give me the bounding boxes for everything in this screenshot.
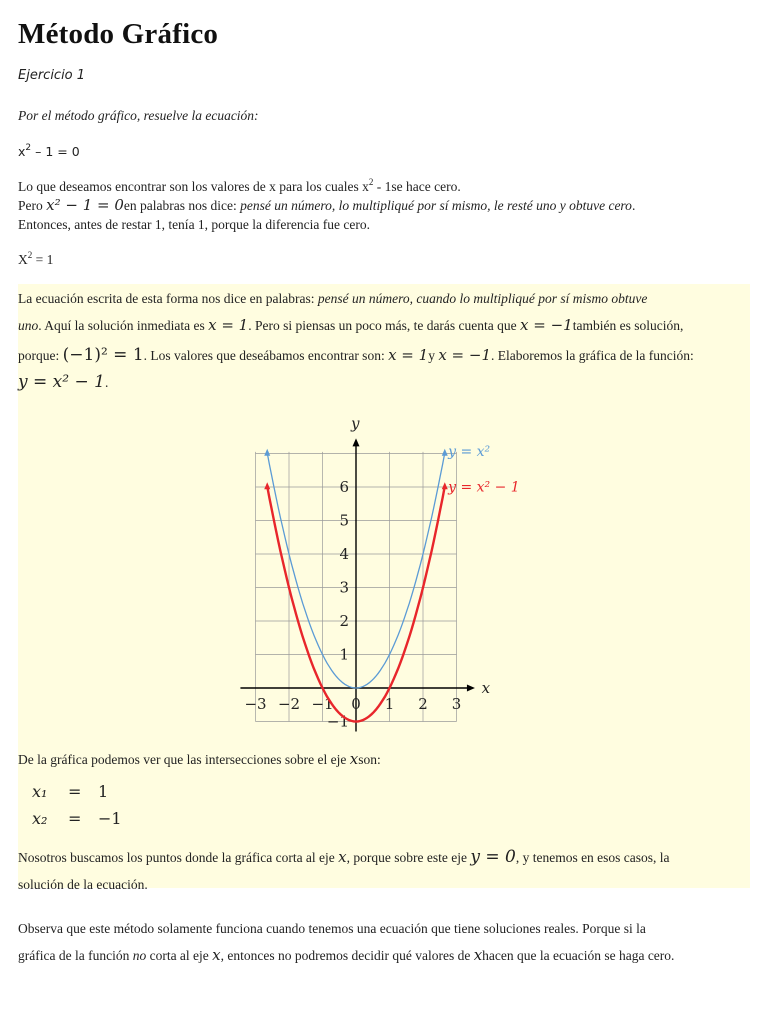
solution-2 <box>32 809 122 828</box>
y-tick-label: 3 <box>339 578 349 597</box>
text: . <box>631 198 636 213</box>
final-line-1: Observa que este método solamente funciona cuando tenemos una ecuación que tiene soluciones reales. Porque si la <box>18 921 646 936</box>
series-arrowhead <box>264 449 270 456</box>
series-arrowhead <box>264 482 270 489</box>
explanation-line-1 <box>18 843 750 872</box>
solution-2-value: −1 <box>98 809 122 828</box>
math-inline: x <box>338 848 347 866</box>
solution-2-equals: = <box>68 809 82 828</box>
text: en palabras nos dice: <box>123 198 241 213</box>
italic-text: no <box>132 948 147 963</box>
text: Pero <box>18 198 47 213</box>
text: . Pero si piensas un poco más, te darás cuenta que <box>248 318 521 333</box>
text: gráfica de la función <box>18 948 133 963</box>
math-inline: x = 1 <box>208 316 249 334</box>
x-tick-label: −2 <box>277 695 301 713</box>
x-tick-label: 1 <box>384 695 395 713</box>
text: La ecuación escrita de esta forma nos dice en palabras: <box>18 291 318 306</box>
x-tick-label: 0 <box>351 695 361 713</box>
text: corta al eje <box>146 948 213 963</box>
text: , y tenemos en esos casos, la <box>515 850 670 865</box>
highlight-line-4 <box>18 368 750 397</box>
solution-1-value: 1 <box>98 782 109 801</box>
x2-equation <box>18 250 53 269</box>
equation-rest: – 1 = 0 <box>31 144 80 159</box>
series-label: y = x² − 1 <box>448 479 520 496</box>
paragraph-1-line-2 <box>18 196 635 215</box>
math-inline: x <box>349 750 359 768</box>
text: porque: <box>18 348 63 363</box>
math-inline: x = −1 <box>520 316 573 334</box>
y-tick-label: 4 <box>339 545 349 563</box>
series-arrowhead <box>442 482 448 489</box>
italic-text: pensé un número, lo multipliqué por sí mismo, le resté uno y obtuve cero <box>240 198 632 213</box>
final-line-2 <box>18 941 750 970</box>
math-inline: (−1)² = 1 <box>62 345 144 365</box>
text: , entonces no podremos decidir qué valores de <box>220 948 474 963</box>
equation-line <box>18 142 80 161</box>
y-tick-label: 5 <box>339 511 349 530</box>
text: . <box>104 375 109 390</box>
text: Lo que deseamos encontrar son los valores de x para los cuales x <box>18 179 369 194</box>
text: , porque sobre este eje <box>346 850 471 865</box>
highlight-line-3 <box>18 341 750 370</box>
y-tick-label: 6 <box>339 478 349 496</box>
math-inline: y = x² − 1 <box>18 372 105 392</box>
text: y <box>428 348 439 363</box>
explanation-line-2: solución de la ecuación. <box>18 877 148 892</box>
x-tick-label: −3 <box>244 695 267 713</box>
solution-2-variable: x₂ <box>32 809 48 828</box>
text: también es solución, <box>572 318 684 333</box>
math-inline: x <box>212 946 221 964</box>
y-axis-arrow <box>353 438 360 446</box>
x-tick-label: −1 <box>311 695 334 713</box>
italic-text: pensé un número, cuando lo multipliqué por sí mismo obtuve <box>317 291 648 306</box>
highlight-line-2 <box>18 311 750 340</box>
italic-text: uno <box>18 318 39 333</box>
exercise-label: Ejercicio 1 <box>18 68 86 83</box>
text: . Aquí la solución inmediata es <box>38 318 209 333</box>
text: . Elaboremos la gráfica de la función: <box>491 348 694 363</box>
highlight-line-1 <box>18 284 750 313</box>
text: Nosotros buscamos los puntos donde la gráfica corta al eje <box>18 850 339 865</box>
text: 2 <box>27 250 33 260</box>
text: . Los valores que deseábamos encontrar son: <box>143 348 389 363</box>
solution-1-equals: = <box>68 782 82 801</box>
math-inline: x <box>473 946 483 964</box>
x-tick-label: 2 <box>418 695 428 713</box>
solution-1-variable: x₁ <box>32 782 48 801</box>
y-axis-label: y <box>351 414 360 433</box>
x-tick-label: 3 <box>451 695 462 713</box>
x-axis-arrow <box>467 685 475 692</box>
solution-1 <box>32 782 108 801</box>
y-tick-label: 1 <box>339 645 349 664</box>
series-arrowhead <box>442 449 448 456</box>
text: X <box>18 252 28 267</box>
x-axis-label: x <box>481 679 491 697</box>
intersections-line <box>18 745 750 774</box>
series-label: y = x² <box>448 443 491 460</box>
text: 2 <box>368 177 374 187</box>
instruction-text: Por el método gráfico, resuelve la ecuación: <box>18 108 259 123</box>
text: De la gráfica podemos ver que las intersecciones sobre el eje <box>18 752 350 767</box>
paragraph-1-line-3: Entonces, antes de restar 1, tenía 1, porque la diferencia fue cero. <box>18 217 370 232</box>
y-tick-label: 2 <box>339 612 349 630</box>
text: hacen que la ecuación se haga cero. <box>482 948 675 963</box>
page-title: Método Gráfico <box>18 18 219 50</box>
text: - 1se hace cero. <box>373 179 461 194</box>
math-inline: x = −1 <box>438 346 491 364</box>
math-inline: x² − 1 = 0 <box>46 196 124 214</box>
paragraph-1-line-1 <box>18 177 461 196</box>
math-inline: y = 0 <box>470 847 516 867</box>
equation-exp: 2 <box>25 143 32 153</box>
equation-base: x <box>18 144 26 159</box>
function-graph <box>236 408 520 738</box>
math-inline: x = 1 <box>388 346 429 364</box>
text: son: <box>358 752 381 767</box>
y-tick-label: −1 <box>326 712 349 731</box>
text: = 1 <box>32 252 54 267</box>
